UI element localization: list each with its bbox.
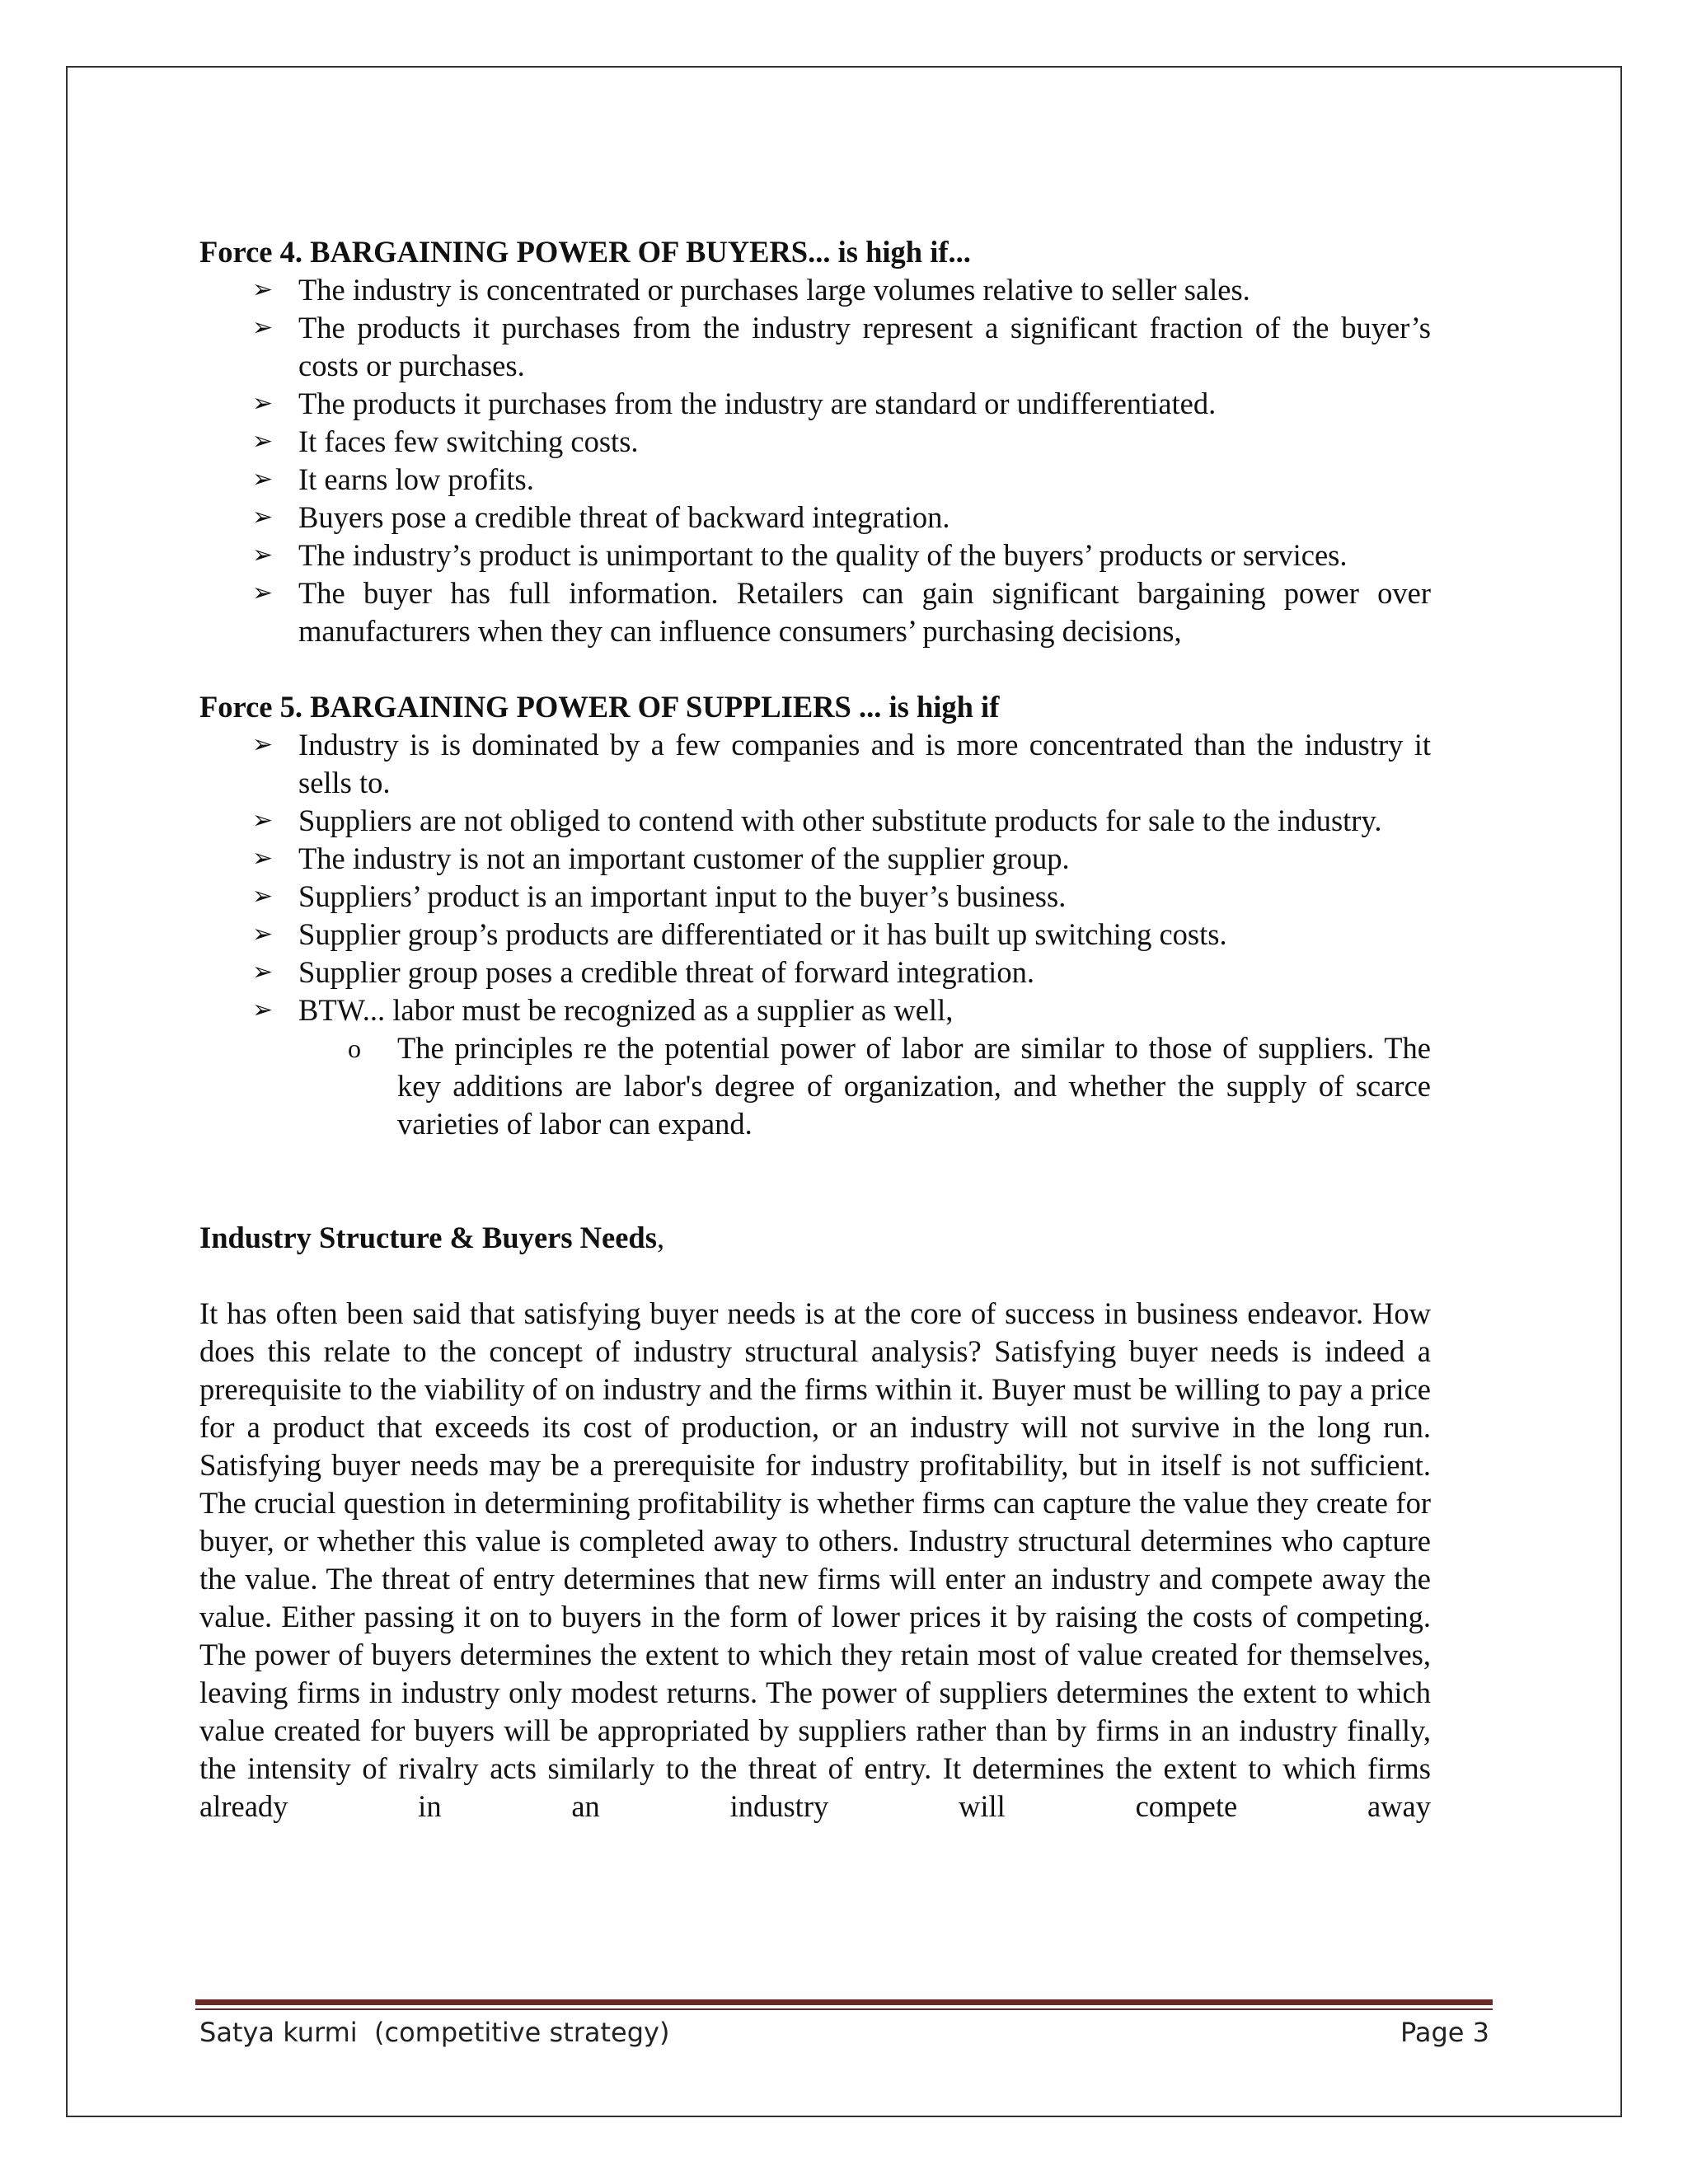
circle-bullet-icon: o <box>348 1033 361 1063</box>
spacer <box>199 650 1431 688</box>
arrow-bullet-icon: ➢ <box>252 730 274 759</box>
spacer <box>199 1143 1431 1219</box>
list-item: ➢ BTW... labor must be recognized as a supplier as well, o The principles re the potential power of labor are similar to those of suppliers. The key additions are labor's degree of organization, and whether the supply of scarce varieties of labor can expand. <box>199 991 1431 1143</box>
arrow-bullet-icon: ➢ <box>252 389 274 418</box>
list-item: ➢ Supplier group poses a credible threat of forward integration. <box>199 954 1431 991</box>
list-item: ➢ The buyer has full information. Retailers can gain significant bargaining power over manufacturers when they can influence consumers’ purchasing decisions, <box>252 576 1431 648</box>
labor-sub-list <box>298 1029 1431 1143</box>
arrow-bullet-icon: ➢ <box>252 541 274 569</box>
footer-rule <box>195 1999 1493 2005</box>
list-item: ➢ The industry’s product is unimportant to the quality of the buyers’ products or services. <box>199 537 1431 574</box>
list-item: ➢ The industry is not an important customer of the supplier group. <box>199 840 1431 878</box>
arrow-bullet-icon: ➢ <box>252 579 274 607</box>
list-item: ➢ Suppliers’ product is an important input to the buyer’s business. <box>199 878 1431 916</box>
industry-structure-paragraph: It has often been said that satisfying buyer needs is at the core of success in business endeavor. How does this relate to the concept of industry structural analysis? Satisfying buyer needs is indeed a prerequisite to the viability of on industry and the firms within it. Buyer must be willing to pay a price for a product that exceeds its cost of production, or an industry will not survive in the long run. Satisfying buyer needs may be a prerequisite for industry profitability, but in itself is not sufficient. The crucial question in determining profitability is whether firms can capture the value they create for buyer, or whether this value is completed away to others. Industry structural determines who capture the value. The threat of entry determines that new firms will enter an industry and compete away the value. Either passing it on to buyers in the form of lower prices it by raising the costs of competing. The power of buyers determines the extent to which they retain most of value created for themselves, leaving firms in industry only modest returns. The power of suppliers determines the extent to which value created for buyers will be appropriated by suppliers rather than by firms in an industry finally, the intensity of rivalry acts similarly to the threat of entry. It determines the extent to which firms already in an industry will compete away <box>199 1296 1431 1823</box>
footer-rule-thin <box>195 2008 1493 2010</box>
industry-structure-heading: Industry Structure & Buyers Needs, <box>199 1221 665 1254</box>
force4-heading: Force 4. BARGAINING POWER OF BUYERS... is high if... <box>199 235 971 269</box>
list-item: ➢ It faces few switching costs. <box>199 423 1431 461</box>
arrow-bullet-icon: ➢ <box>252 958 274 987</box>
list-item: ➢ The industry is concentrated or purchases large volumes relative to seller sales. <box>199 271 1431 309</box>
sub-list-item: o The principles re the potential power of labor are similar to those of suppliers. The key additions are labor's degree of organization, and whether the supply of scarce varieties of labor can expand. <box>348 1031 1431 1141</box>
arrow-bullet-icon: ➢ <box>252 806 274 835</box>
arrow-bullet-icon: ➢ <box>252 882 274 911</box>
arrow-bullet-icon: ➢ <box>252 503 274 532</box>
arrow-bullet-icon: ➢ <box>252 465 274 494</box>
arrow-bullet-icon: ➢ <box>252 427 274 456</box>
list-item: ➢ Supplier group’s products are differentiated or it has built up switching costs. <box>199 916 1431 954</box>
list-item: ➢ The products it purchases from the industry are standard or undifferentiated. <box>199 385 1431 423</box>
list-item: ➢ The products it purchases from the industry represent a significant fraction of the buyer’s costs or purchases. <box>252 311 1431 382</box>
page-content <box>199 233 1431 1825</box>
spacer <box>199 1257 1431 1295</box>
list-item: ➢ Suppliers are not obliged to contend with other substitute products for sale to the industry. <box>199 802 1431 840</box>
page-number: Page 3 <box>1400 2017 1489 2048</box>
list-item: ➢ Industry is is dominated by a few companies and is more concentrated than the industry it sells to. <box>252 728 1431 799</box>
list-item: ➢ It earns low profits. <box>199 461 1431 499</box>
force5-heading: Force 5. BARGAINING POWER OF SUPPLIERS ... is high if <box>199 690 1000 724</box>
arrow-bullet-icon: ➢ <box>252 313 274 342</box>
arrow-bullet-icon: ➢ <box>252 920 274 949</box>
list-item: ➢ Buyers pose a credible threat of backward integration. <box>199 499 1431 537</box>
force5-list <box>199 726 1431 1143</box>
footer-title: Satya kurmi (competitive strategy) <box>199 2017 670 2048</box>
arrow-bullet-icon: ➢ <box>252 996 274 1024</box>
arrow-bullet-icon: ➢ <box>252 844 274 873</box>
force4-list <box>199 271 1431 650</box>
arrow-bullet-icon: ➢ <box>252 275 274 304</box>
